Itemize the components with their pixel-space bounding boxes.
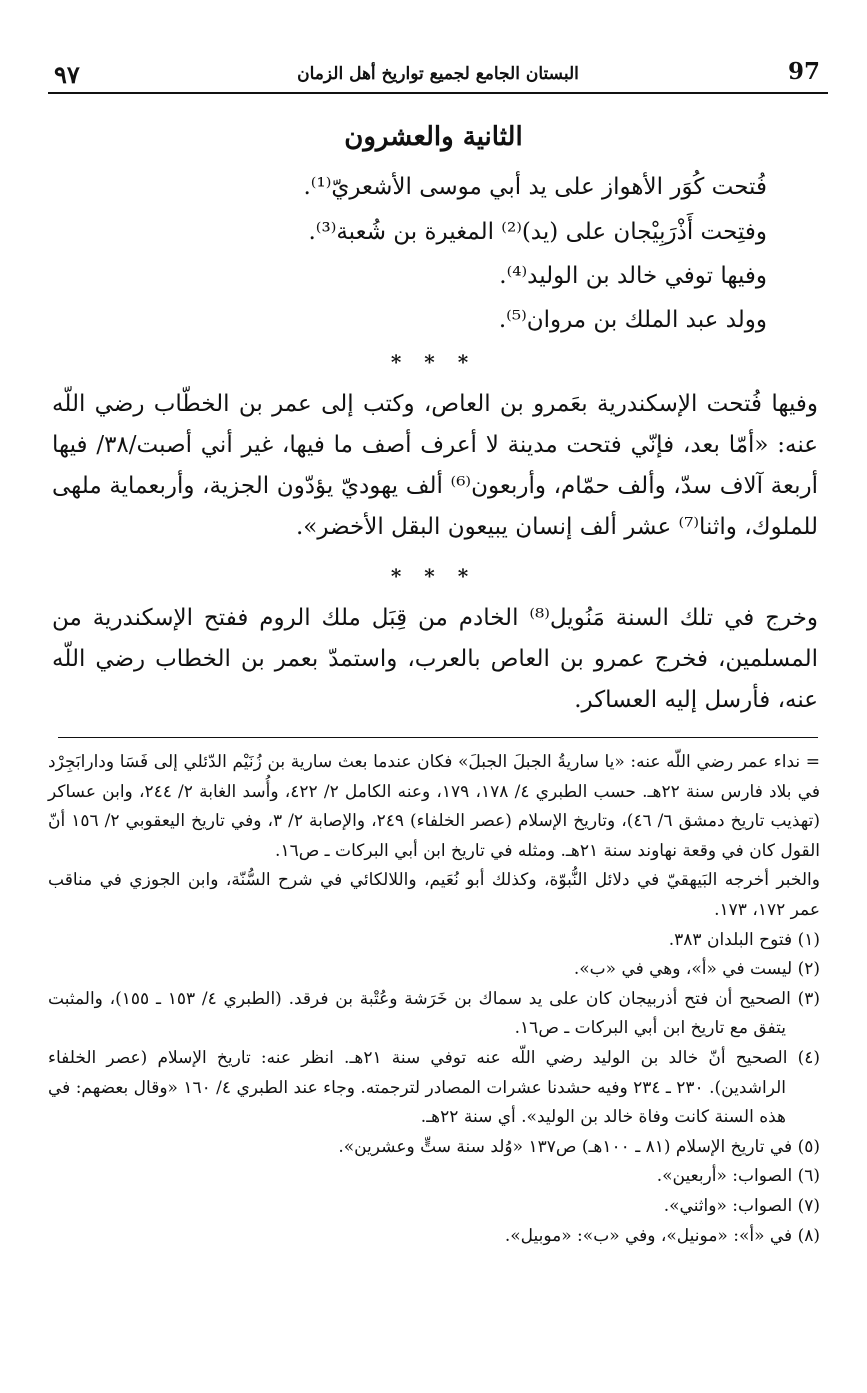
running-title: البستان الجامع لجميع تواريخ أهل الزمان [297,64,579,84]
footnote-continuation: = نداء عمر رضي اللّه عنه: «يا ساريةُ الجبلَ الجبلَ» فكان عندما بعث سارية بن زُنَيْم الدّئلي إلى فَسَا ودارابَجِرْد في بلاد فارس سنة ٢٢هـ. حسب الطبري ٤/ ١٧٨، ١٧٩، وعنه الكامل ٢/ ٤٢٢، وأُسد الغابة ٢/ ٢٤٤، وابن عساكر (تهذيب تاريخ دمشق ٦/ ٤٦)، وتاريخ الإسلام (عصر الخلفاء) ٢٤٩، والإصابة ٢/ ٣، وفي تاريخ اليعقوبي ٢/ ١٥٦ أنّ القول كان في وقعة نهاوند سنة ٢١هـ. ومثله في تاريخ ابن أبي البركات ـ ص١٦. [48,752,820,861]
body-paragraph: وخرج في تلك السنة مَنُويل⁽⁸⁾ الخادم من قِبَل ملك الروم ففتح الإسكندرية من المسلمين، فخرج عمرو بن العاص بالعرب، واستمدّ بعمر بن الخطاب رضي اللّه عنه، فأرسل إليه العساكر. [52,605,819,713]
verse-line: فُتحت كُوَر الأهواز على يد أبي موسى الأشعريّ⁽¹⁾. [303,174,767,200]
section-title: الثانية والعشرون [344,122,523,152]
verse-line: وفيها توفي خالد بن الوليد⁽⁴⁾. [499,263,767,289]
body-paragraph: وفيها فُتحت الإسكندرية بعَمرو بن العاص، وكتب إلى عمر بن الخطّاب رضي اللّه عنه: «أمّا بعد، فإنّي فتحت مدينة لا أعرف أصف ما فيها، غير أني أصبت/٣٨/ فيها أربعة آلاف سدّ، وألف حمّام، وأربعون⁽⁶⁾ ألف يهوديّ يؤدّون الجزية، وأربعماية ملهى للملوك، واثنا⁽⁷⁾ عشر ألف إنسان يبيعون البقل الأخضر». [52,391,818,540]
running-header [48,52,828,88]
footnote-continuation: والخبر أخرجه البَيهقيّ في دلائل النُّبوّة، وكذلك أبو نُعَيم، واللالكائي في شرح السُّنّة، وابن الجوزي في مناقب عمر ١٧٢، ١٧٣. [48,870,820,920]
verse-line: وولد عبد الملك بن مروان⁽⁵⁾. [498,307,767,333]
section-separator: * * * [390,350,477,374]
header-rule [48,92,828,94]
footnote: (٧) الصواب: «واثني». [663,1195,820,1216]
verse-line: وفتِحت أَذْرَبِيْجان على (يد)⁽²⁾ المغيرة بن شُعبة⁽³⁾. [308,219,767,245]
footnotes [48,748,820,1251]
footnote: (٤) الصحيح أنّ خالد بن الوليد رضي اللّه عنه توفي سنة ٢١هـ. انظر عنه: تاريخ الإسلام (عصر الخلفاء الراشدين). ٢٣٠ ـ ٢٣٤ وفيه حشدنا عشرات المصادر لترجمته. وجاء عند الطبري ٤/ ١٦٠ «وقال بعضهم: في هذه السنة كانت وفاة خالد بن الوليد». أي سنة ٢٢هـ. [48,1047,821,1128]
footnote: (٢) ليست في «أ»، وهي في «ب». [573,959,820,980]
footnote: (٥) في تاريخ الإسلام (٨١ ـ ١٠٠هـ) ص١٣٧ «وُلد سنة ستٍّ وعشرين». [338,1136,820,1157]
footnote: (١) فتوح البلدان ٣٨٣. [668,929,820,950]
footnote: (٨) في «أ»: «مونيل»، وفي «ب»: «موبيل». [504,1225,820,1246]
section-separator: * * * [390,564,477,588]
footnote: (٦) الصواب: «أربعين». [656,1166,820,1187]
page-number-latin: 97 [787,58,820,85]
footnote: (٣) الصحيح أن فتح أذربيجان كان على يد سماك بن خَرَشة وعُتْبة بن فرقد. (الطبري ٤/ ١٥٣ ـ ١٥٥)، والمثبت يتفق مع تاريخ ابن أبي البركات ـ ص١٦. [48,988,820,1039]
footnote-divider [58,737,818,738]
page-number-arabic: ٩٧ [54,60,80,89]
